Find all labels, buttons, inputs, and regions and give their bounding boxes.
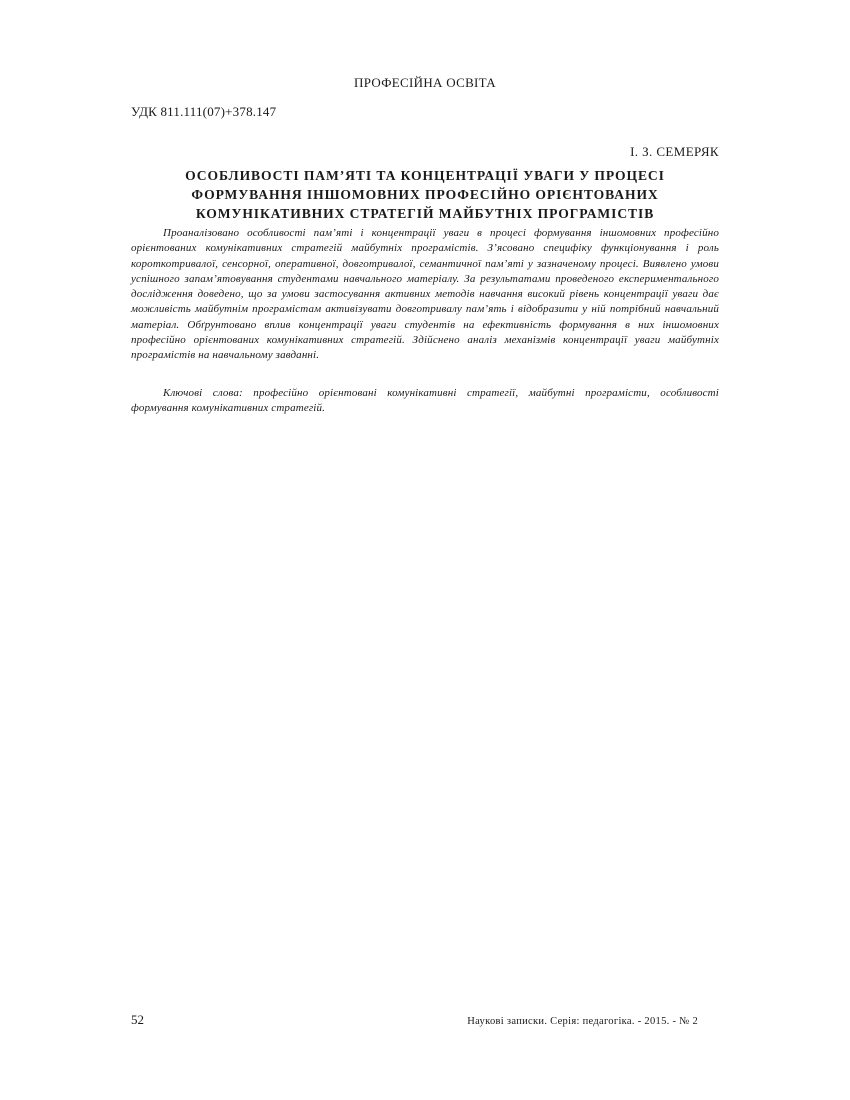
- journal-citation: Наукові записки. Серія: педагогіка. - 2015. - № 2: [467, 1016, 698, 1027]
- abstract-paragraph: Проаналізовано особливості пам’яті і концентрації уваги в процесі формування іншомовних професійно орієнтованих комунікативних стратегій майбутніх програмістів. З’ясовано специфіку функціонування і роль короткотривалої, сенсорної, оперативної, довготривалої, семантичної пам’яті у зазначеному процесі. Виявлено умови успішного запам’ятовування студентами навчального матеріалу. За результатами проведеного експериментального дослідження доведено, що за умови застосування активних методів навчання високий рівень концентрації уваги дає можливість майбутнім програмістам активізувати довготривалу пам’ять і відобразити у ній потрібний навчальний матеріал. Обґрунтовано вплив концентрації уваги студентів на ефективність формування в них іншомовних професійно орієнтованих комунікативних стратегій. Здійснено аналіз механізмів концентрації уваги майбутніх програмістів на навчальному завданні.: [131, 227, 719, 362]
- running-head: ПРОФЕСІЙНА ОСВІТА: [354, 75, 496, 90]
- title-line-1: ОСОБЛИВОСТІ ПАМ’ЯТІ ТА КОНЦЕНТРАЦІЇ УВАГИ У ПРОЦЕСІ: [185, 168, 665, 183]
- article-title: [131, 166, 719, 223]
- udc-code: УДК 811.111(07)+378.147: [131, 104, 277, 119]
- title-line-3: КОМУНІКАТИВНИХ СТРАТЕГІЙ МАЙБУТНІХ ПРОГРАМІСТІВ: [195, 206, 655, 221]
- title-line-2: ФОРМУВАННЯ ІНШОМОВНИХ ПРОФЕСІЙНО ОРІЄНТОВАНИХ: [191, 187, 659, 202]
- author-name: І. З. СЕМЕРЯК: [630, 144, 719, 159]
- page-number: 52: [131, 1012, 144, 1027]
- keywords-paragraph: Ключові слова: професійно орієнтовані комунікативні стратегії, майбутні програмісти, особливості формування комунікативних стратегій.: [131, 387, 719, 415]
